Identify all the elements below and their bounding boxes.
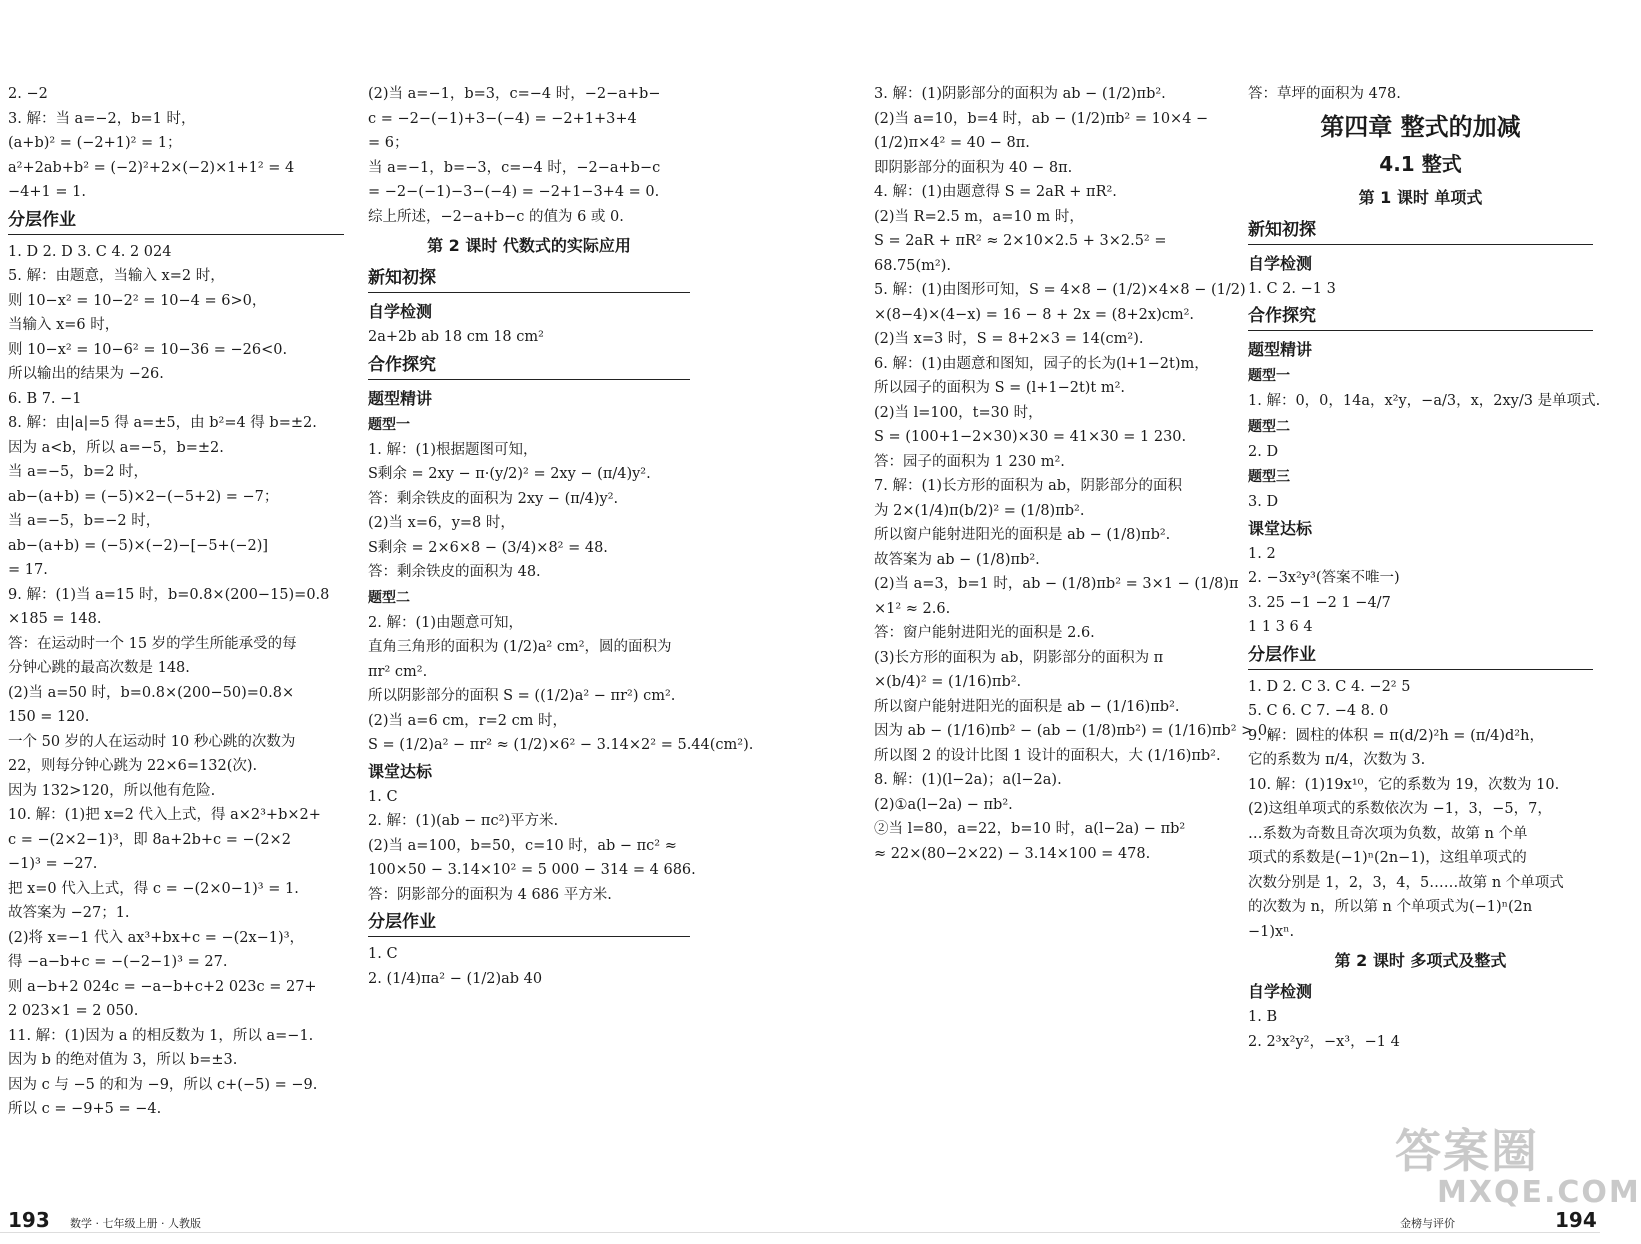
text-line: 因为 132>120，所以他有危险. [8, 782, 216, 799]
text-line: 因为 c 与 −5 的和为 −9，所以 c+(−5) = −9. [8, 1076, 318, 1093]
text-line: 1. C [368, 946, 398, 962]
text-line: 9. 解：(1)当 a=15 时，b=0.8×(200−15)=0.8 [8, 586, 330, 603]
text-line: 150 = 120. [8, 709, 90, 725]
chapter-title: 第四章 整式的加减 [1320, 112, 1521, 141]
text-line: 1. B [1248, 1009, 1278, 1025]
text-line: 所以窗户能射进阳光的面积是 ab − (1/8)πb². [874, 527, 1171, 543]
text-line: 8. 解：(1)(l−2a)；a(l−2a). [874, 772, 1062, 788]
text-line: 当输入 x=6 时， [8, 317, 120, 333]
text-line: 所以 c = −9+5 = −4. [8, 1101, 162, 1117]
watermark [1395, 1115, 1641, 1235]
text-line: 故答案为 ab − (1/8)πb². [874, 551, 1040, 568]
text-line: 答：园子的面积为 1 230 m². [874, 453, 1065, 470]
text-line: 所以窗户能射进阳光的面积是 ab − (1/16)πb². [874, 698, 1180, 715]
text-line: 3. 解：当 a=−2，b=1 时， [8, 110, 196, 127]
text-line: ab−(a+b) = (−5)×2−(−5+2) = −7； [8, 488, 279, 505]
text-line: 11. 解：(1)因为 a 的相反数为 1，所以 a=−1. [8, 1027, 314, 1044]
text-line: 6. 解：(1)由题意和图知，园子的长为(l+1−2t)m， [874, 355, 1209, 372]
text-line: 所以图 2 的设计比图 1 设计的面积大，大 (1/16)πb². [874, 747, 1221, 764]
text-line: 因为 b 的绝对值为 3，所以 b=±3. [8, 1052, 238, 1068]
text-line: 答：阴影部分的面积为 4 686 平方米. [368, 886, 612, 903]
text-line: 2. D [1248, 443, 1279, 460]
text-line: 3. D [1248, 494, 1279, 510]
text-line: 6. B 7. −1 [8, 390, 82, 407]
section-header: 分层作业 [1248, 643, 1593, 670]
text-line: ab−(a+b) = (−5)×(−2)−[−5+(−2)] [8, 537, 269, 554]
text-line: S = (100+1−2×30)×30 = 41×30 = 1 230. [874, 429, 1187, 445]
subsection-header: 自学检测 [1248, 253, 1313, 273]
text-line: 答：剩余铁皮的面积为 2xy − (π/4)y². [368, 490, 619, 507]
text-line: ≈ 22×(80−2×22) − 3.14×100 = 478. [874, 845, 1151, 862]
subsection-header: 自学检测 [1248, 982, 1313, 1001]
text-line: 5. C 6. C 7. −4 8. 0 [1248, 703, 1389, 719]
text-line: 2. −2 [8, 86, 48, 102]
column-4 [1248, 82, 1601, 1054]
section-header: 合作探究 [1248, 304, 1593, 331]
text-line: 2. 解：(1)由题意可知， [368, 614, 523, 631]
text-line: (2)当 a=10，b=4 时，ab − (1/2)πb² = 10×4 − [874, 110, 1209, 127]
text-line: …系数为奇数且奇次项为负数，故第 n 个单 [1248, 825, 1528, 842]
question-type-label: 题型一 [368, 416, 410, 433]
text-line: 9. 解：圆柱的体积 = π(d/2)²h = (π/4)d²h， [1248, 727, 1544, 744]
text-line: 5. 解：由题意，当输入 x=2 时， [8, 268, 225, 284]
text-line: 1. 解：(1)根据题图可知， [368, 441, 538, 458]
text-line: 答：窗户能射进阳光的面积是 2.6. [874, 625, 1095, 641]
text-line: 68.75(m²). [874, 257, 951, 274]
text-line: (2)当 a=−1，b=3，c=−4 时，−2−a+b− [368, 86, 661, 102]
text-line: 把 x=0 代入上式，得 c = −(2×0−1)³ = 1. [8, 880, 299, 897]
text-line: 答：草坪的面积为 478. [1248, 86, 1401, 102]
text-line: 因为 a<b，所以 a=−5，b=±2. [8, 439, 224, 456]
text-line: = 17. [8, 562, 48, 578]
text-line: (2)当 a=3，b=1 时，ab − (1/8)πb² = 3×1 − (1/8)π [874, 576, 1239, 592]
text-line: 答：在运动时一个 15 岁的学生所能承受的每 [8, 635, 297, 652]
text-line: 得 −a−b+c = −(−2−1)³ = 27. [8, 954, 228, 970]
text-line: c = −(2×2−1)³，即 8a+2b+c = −(2×2 [8, 831, 291, 848]
text-line: 4. 解：(1)由题意得 S = 2aR + πR². [874, 184, 1117, 200]
text-line: πr² cm². [368, 663, 428, 680]
question-type-label: 题型二 [368, 589, 410, 606]
column-2 [368, 82, 754, 991]
subsection-header: 题型精讲 [1248, 340, 1313, 359]
text-line: 7. 解：(1)长方形的面积为 ab，阴影部分的面积 [874, 478, 1183, 494]
text-line: 的次数为 n，所以第 n 个单项式为(−1)ⁿ(2n [1248, 899, 1533, 915]
text-line: S = (1/2)a² − πr² ≈ (1/2)×6² − 3.14×2² = 5.44(cm²). [368, 737, 754, 753]
column-1 [8, 82, 344, 1122]
text-line: 因为 ab − (1/16)πb² − (ab − (1/8)πb²) = (1/16)πb² > 0， [874, 723, 1282, 739]
text-line: 当 a=−5，b=−2 时， [8, 513, 161, 529]
text-line: (2)①a(l−2a) − πb². [874, 796, 1013, 813]
page-number-left: 193 [8, 1208, 50, 1232]
text-line: 8. 解：由|a|=5 得 a=±5，由 b²=4 得 b=±2. [8, 415, 317, 431]
text-line: 2 023×1 = 2 050. [8, 1003, 139, 1019]
text-line: 1. C [368, 788, 398, 805]
text-line: (2)当 l=100，t=30 时， [874, 404, 1043, 421]
text-line: (a+b)² = (−2+1)² = 1； [8, 135, 182, 151]
text-line: 则 10−x² = 10−2² = 10−4 = 6>0， [8, 292, 267, 309]
text-line: 答：剩余铁皮的面积为 48. [368, 564, 541, 580]
text-line: = 6； [368, 135, 409, 151]
text-line: 当 a=−5，b=2 时， [8, 464, 149, 480]
text-line: 一个 50 岁的人在运动时 10 秒心跳的次数为 [8, 733, 296, 750]
subsection-header: 课堂达标 [368, 761, 433, 781]
text-line: 所以园子的面积为 S = (l+1−2t)t m². [874, 380, 1126, 396]
text-line: a²+2ab+b² = (−2)²+2×(−2)×1+1² = 4 [8, 159, 295, 176]
text-line: 1. 解：0，0，14a，x²y，−a/3，x，2xy/3 是单项式. [1248, 393, 1601, 409]
text-line: (2)将 x=−1 代入 ax³+bx+c = −(2x−1)³， [8, 929, 305, 946]
text-line: S = 2aR + πR² ≈ 2×10×2.5 + 3×2.5² = [874, 233, 1167, 249]
watermark-url: MXQE.COM [1437, 1175, 1641, 1210]
text-line: 1. D 2. C 3. C 4. −2² 5 [1248, 678, 1411, 695]
text-line: 次数分别是 1，2，3，4，5……故第 n 个单项式 [1248, 874, 1564, 891]
text-line: 则 a−b+2 024c = −a−b+c+2 023c = 27+ [8, 978, 317, 995]
text-line: 2. (1/4)πa² − (1/2)ab 40 [368, 970, 543, 987]
subsection-header: 自学检测 [368, 302, 433, 321]
text-line: 22，则每分钟心跳为 22×6=132(次). [8, 758, 258, 774]
text-line: 1 1 3 6 4 [1248, 619, 1313, 635]
text-line: 故答案为 −27；1. [8, 905, 130, 921]
text-line: 综上所述，−2−a+b−c 的值为 6 或 0. [368, 208, 624, 225]
section-header: 分层作业 [8, 208, 344, 235]
text-line: 则 10−x² = 10−6² = 10−36 = −26<0. [8, 341, 288, 358]
text-line: 分钟心跳的最高次数是 148. [8, 660, 190, 676]
text-line: 所以阴影部分的面积 S = ((1/2)a² − πr²) cm². [368, 688, 676, 704]
text-line: 3. 25 −1 −2 1 −4/7 [1248, 594, 1391, 611]
text-line: 100×50 − 3.14×10² = 5 000 − 314 = 4 686. [368, 862, 696, 878]
text-line: (2)当 x=6，y=8 时， [368, 515, 515, 531]
text-line: 即阴影部分的面积为 40 − 8π. [874, 159, 1073, 176]
text-line: 5. 解：(1)由图形可知，S = 4×8 − (1/2)×4×8 − (1/2) [874, 282, 1246, 298]
text-line: ×(b/4)² = (1/16)πb². [874, 674, 1022, 690]
text-line: = −2−(−1)−3−(−4) = −2+1−3+4 = 0. [368, 184, 660, 200]
text-line: 为 2×(1/4)π(b/2)² = (1/8)πb². [874, 502, 1085, 519]
text-line: (2)当 x=3 时，S = 8+2×3 = 14(cm²). [874, 331, 1144, 347]
footer-right: 金榜与评价 [1400, 1217, 1455, 1230]
text-line: 2. 2³x²y²，−x³，−1 4 [1248, 1033, 1400, 1050]
watermark-text: 答案圈 [1395, 1124, 1539, 1178]
text-line: 1. 2 [1248, 545, 1276, 562]
text-line: (2)这组单项式的系数依次为 −1，3，−5，7， [1248, 801, 1552, 817]
text-line: S剩余 = 2×6×8 − (3/4)×8² = 48. [368, 539, 608, 556]
footer-left: 数学 · 七年级上册 · 人教版 [70, 1217, 201, 1230]
section-header: 合作探究 [368, 353, 690, 380]
text-line: 3. 解：(1)阴影部分的面积为 ab − (1/2)πb². [874, 86, 1166, 102]
question-type-label: 题型三 [1248, 469, 1290, 485]
section-header: 新知初探 [368, 266, 690, 293]
text-line: 2. −3x²y³(答案不唯一) [1248, 570, 1400, 586]
bottom-rule [0, 1232, 1600, 1233]
text-line: (1/2)π×4² = 40 − 8π. [874, 135, 1030, 151]
text-line: 10. 解：(1)把 x=2 代入上式，得 a×2³+b×2+ [8, 807, 321, 823]
text-line: S剩余 = 2xy − π·(y/2)² = 2xy − (π/4)y². [368, 466, 651, 482]
text-line: 1. D 2. D 3. C 4. 2 024 [8, 243, 172, 260]
subsection-header: 课堂达标 [1248, 518, 1313, 538]
lesson-title: 第 2 课时 代数式的实际应用 [427, 236, 631, 255]
text-line: ×(8−4)×(4−x) = 16 − 8 + 2x = (8+2x)cm². [874, 306, 1195, 323]
text-line: (2)当 R=2.5 m，a=10 m 时， [874, 208, 1084, 225]
text-line: −4+1 = 1. [8, 184, 86, 200]
text-line: (2)当 a=100，b=50，c=10 时，ab − πc² ≈ [368, 837, 677, 854]
text-line: 它的系数为 π/4，次数为 3. [1248, 752, 1426, 768]
text-line: ②当 l=80，a=22，b=10 时，a(l−2a) − πb² [874, 821, 1186, 837]
question-type-label: 题型二 [1248, 418, 1290, 435]
text-line: ×1² ≈ 2.6. [874, 600, 951, 617]
question-type-label: 题型一 [1248, 368, 1290, 384]
text-line: (3)长方形的面积为 ab，阴影部分的面积为 π [874, 649, 1164, 666]
text-line: 2. 解：(1)(ab − πc²)平方米. [368, 813, 559, 829]
text-line: (2)当 a=6 cm，r=2 cm 时， [368, 712, 568, 729]
section-header: 新知初探 [1248, 218, 1593, 245]
page-number-right: 194 [1555, 1208, 1597, 1232]
text-line: c = −2−(−1)+3−(−4) = −2+1+3+4 [368, 110, 637, 127]
text-line: 项式的系数是(−1)ⁿ(2n−1)，这组单项式的 [1248, 850, 1527, 866]
section-title: 4.1 整式 [1379, 151, 1462, 176]
text-line: 当 a=−1，b=−3，c=−4 时，−2−a+b−c [368, 159, 661, 176]
subsection-header: 题型精讲 [368, 388, 433, 408]
text-line: −1)xⁿ. [1248, 923, 1295, 940]
text-line: (2)当 a=50 时，b=0.8×(200−50)=0.8× [8, 684, 295, 701]
text-line: 2a+2b ab 18 cm 18 cm² [368, 329, 544, 345]
text-line: 直角三角形的面积为 (1/2)a² cm²，圆的面积为 [368, 639, 672, 655]
section-header: 分层作业 [368, 910, 690, 937]
lesson-title: 第 1 课时 单项式 [1358, 187, 1483, 207]
lesson-title: 第 2 课时 多项式及整式 [1334, 951, 1507, 970]
text-line: 所以输出的结果为 −26. [8, 366, 164, 382]
text-line: 10. 解：(1)19x¹⁰，它的系数为 19，次数为 10. [1248, 776, 1560, 793]
text-line: −1)³ = −27. [8, 856, 98, 872]
text-line: 1. C 2. −1 3 [1248, 280, 1336, 297]
text-line: ×185 = 148. [8, 611, 102, 627]
